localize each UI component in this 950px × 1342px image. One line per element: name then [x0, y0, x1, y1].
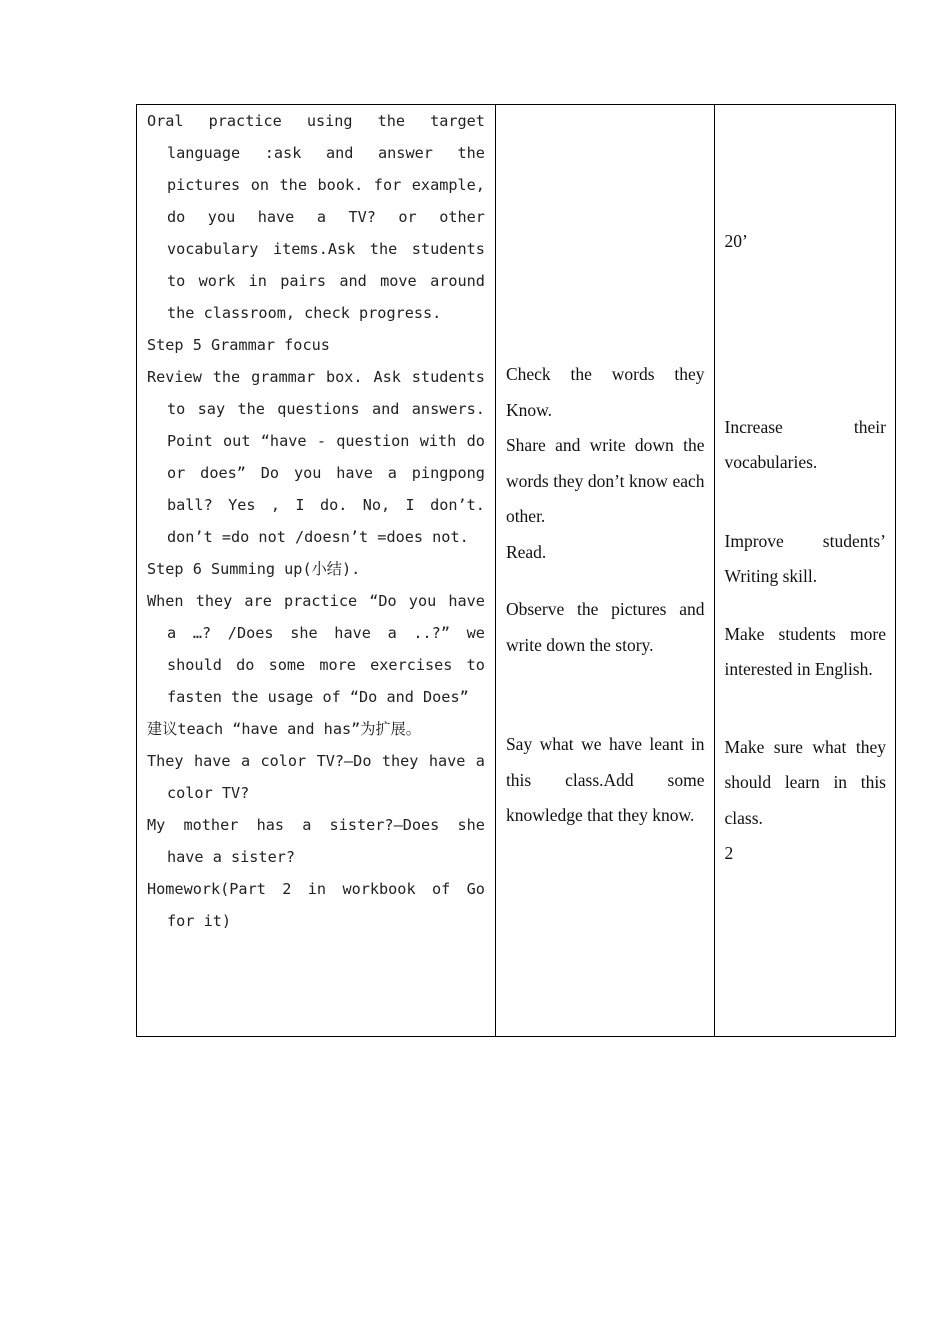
extension-note: 建议teach “have and has”为扩展。	[147, 720, 421, 738]
step5-heading: Step 5 Grammar focus	[147, 336, 330, 354]
example-sentence-1: They have a color TV?—Do they have a color TV?	[147, 752, 485, 802]
purpose-interest: Make students more interested in English.	[724, 623, 886, 679]
purpose-number: 2	[724, 843, 734, 863]
table-row	[137, 105, 896, 1037]
practice-paragraph: When they are practice “Do you have a …? /Does she have a ..?” we should do some more exercises to fasten the usage of “Do and Does”	[147, 592, 485, 706]
purpose-writing: Improve students’ Writing skill.	[724, 530, 886, 586]
grammar-review-paragraph: Review the grammar box. Ask students to say the questions and answers. Point out “have - question with do or does” Do you have a pingpong ball? Yes , I do. No, I don’t. don’t =do not /doesn’t =does not.	[147, 368, 485, 546]
activity-summary: Say what we have leant in this class.Add some knowledge that they know.	[505, 734, 705, 825]
step6-heading: Step 6 Summing up(小结).	[147, 560, 361, 578]
activity-observe: Observe the pictures and write down the story.	[505, 599, 705, 655]
purpose-learn: Make sure what they should learn in this class.	[724, 736, 886, 828]
student-activity-cell	[495, 105, 714, 1037]
purpose-cell	[714, 105, 896, 1037]
purpose-vocabulary: Increase their vocabularies.	[724, 416, 886, 472]
activity-share-words: Share and write down the words they don’t know each other.	[505, 435, 705, 526]
time-value: 20’	[724, 231, 748, 251]
activity-check-words: Check the words they Know.	[505, 364, 705, 420]
lesson-plan-table	[136, 104, 896, 1037]
homework-line: Homework(Part 2 in workbook of Go for it)	[147, 880, 485, 930]
activity-read: Read.	[505, 541, 547, 562]
procedure-cell	[137, 105, 496, 1037]
example-sentence-2: My mother has a sister?—Does she have a sister?	[147, 816, 485, 866]
oral-practice-paragraph: Oral practice using the target language :ask and answer the pictures on the book. for example, do you have a TV? or other vocabulary items.Ask the students to work in pairs and move around the classroom, check progress.	[147, 112, 485, 322]
